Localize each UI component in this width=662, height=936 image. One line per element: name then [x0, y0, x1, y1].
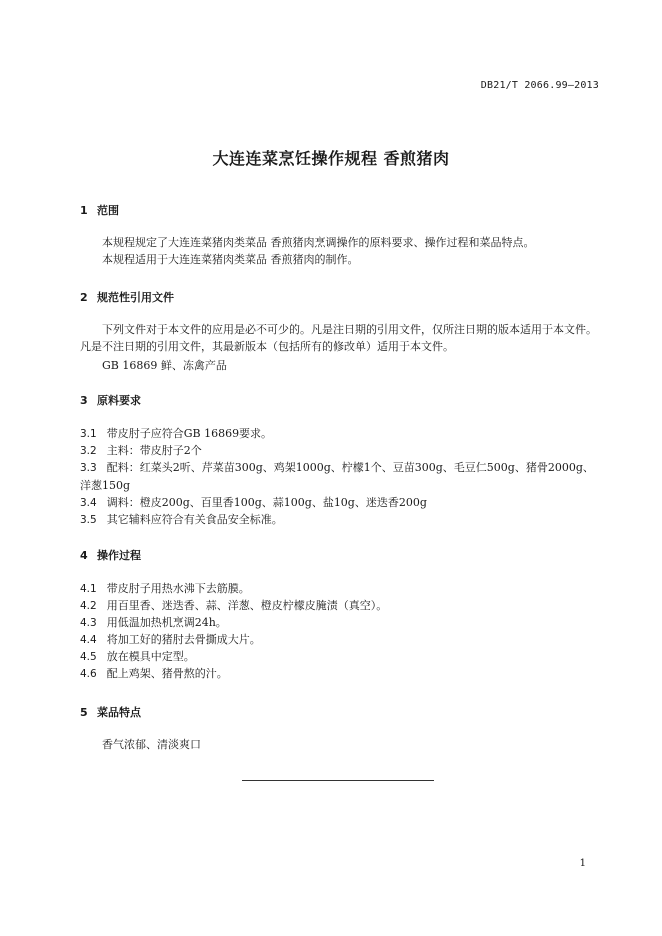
section-number: 1: [80, 204, 88, 217]
item-number: 3.5: [80, 514, 97, 526]
section-heading-features: [80, 704, 141, 720]
item-text: 带皮肘子用热水沸下去筋膜。: [106, 582, 250, 595]
process-step: [80, 631, 604, 649]
section-number: 2: [80, 291, 88, 304]
section-title: 原料要求: [97, 394, 141, 407]
item-text: 调料：橙皮200g、百里香100g、蒜100g、盐10g、迷迭香200g: [106, 496, 427, 509]
item-number: 4.6: [80, 668, 97, 680]
reference-entry: GB 16869 鲜、冻禽产品: [102, 359, 227, 372]
item-text: 用百里香、迷迭香、蒜、洋葱、橙皮柠檬皮腌渍（真空）。: [106, 599, 388, 612]
materials-item: [80, 425, 604, 443]
process-step: [80, 648, 604, 666]
item-text: 其它辅料应符合有关食品安全标准。: [106, 513, 283, 526]
section-title: 操作过程: [97, 549, 141, 562]
item-number: 4.1: [80, 583, 97, 595]
item-number: 3.2: [80, 445, 97, 457]
item-number: 4.2: [80, 600, 97, 612]
section-title: 菜品特点: [97, 706, 141, 719]
process-step: [80, 580, 604, 598]
materials-item: [80, 442, 604, 460]
item-text: 用低温加热机烹调24h。: [106, 616, 227, 629]
item-text: 带皮肘子应符合GB 16869要求。: [106, 427, 273, 440]
process-step: [80, 597, 604, 615]
materials-item: [80, 459, 604, 494]
item-number: 4.3: [80, 617, 97, 629]
item-number: 3.4: [80, 497, 97, 509]
features-paragraph: 香气浓郁、清淡爽口: [102, 738, 201, 751]
section-title: 范围: [97, 204, 119, 217]
process-step: [80, 665, 604, 683]
materials-item: [80, 511, 604, 529]
document-code: DB21/T 2066.99—2013: [480, 80, 599, 91]
section-number: 5: [80, 706, 88, 719]
item-text: 主料：带皮肘子2个: [106, 444, 202, 457]
item-text: 配料：红菜头2听、芹菜苗300g、鸡架1000g、柠檬1个、豆苗300g、毛豆仁500g、猪骨2000g、洋葱150g: [80, 461, 594, 492]
section-heading-references: [80, 289, 174, 305]
item-number: 4.4: [80, 634, 97, 646]
section-heading-materials: [80, 392, 141, 408]
materials-item: [80, 494, 604, 512]
page-number: 1: [579, 858, 586, 869]
item-number: 3.3: [80, 462, 97, 474]
document-title: 大连连菜烹饪操作规程 香煎猪肉: [212, 149, 450, 168]
section-heading-scope: [80, 202, 119, 218]
scope-paragraph-1: 本规程规定了大连连菜猪肉类菜品 香煎猪肉烹调操作的原料要求、操作过程和菜品特点。: [102, 236, 535, 249]
section-number: 4: [80, 549, 88, 562]
scope-paragraph-2: 本规程适用于大连连菜猪肉类菜品 香煎猪肉的制作。: [102, 253, 359, 266]
end-divider: [242, 780, 434, 781]
item-number: 3.1: [80, 428, 97, 440]
section-number: 3: [80, 394, 88, 407]
references-paragraph: 下列文件对于本文件的应用是必不可少的。凡是注日期的引用文件，仅所注日期的版本适用于本文件。凡是不注日期的引用文件，其最新版本（包括所有的修改单）适用于本文件。: [80, 323, 597, 353]
item-text: 配上鸡架、猪骨熬的汁。: [106, 667, 228, 680]
process-step: [80, 614, 604, 632]
section-title: 规范性引用文件: [97, 291, 174, 304]
item-text: 将加工好的猪肘去骨撕成大片。: [106, 633, 261, 646]
item-text: 放在模具中定型。: [106, 650, 195, 663]
section-heading-process: [80, 547, 141, 563]
item-number: 4.5: [80, 651, 97, 663]
